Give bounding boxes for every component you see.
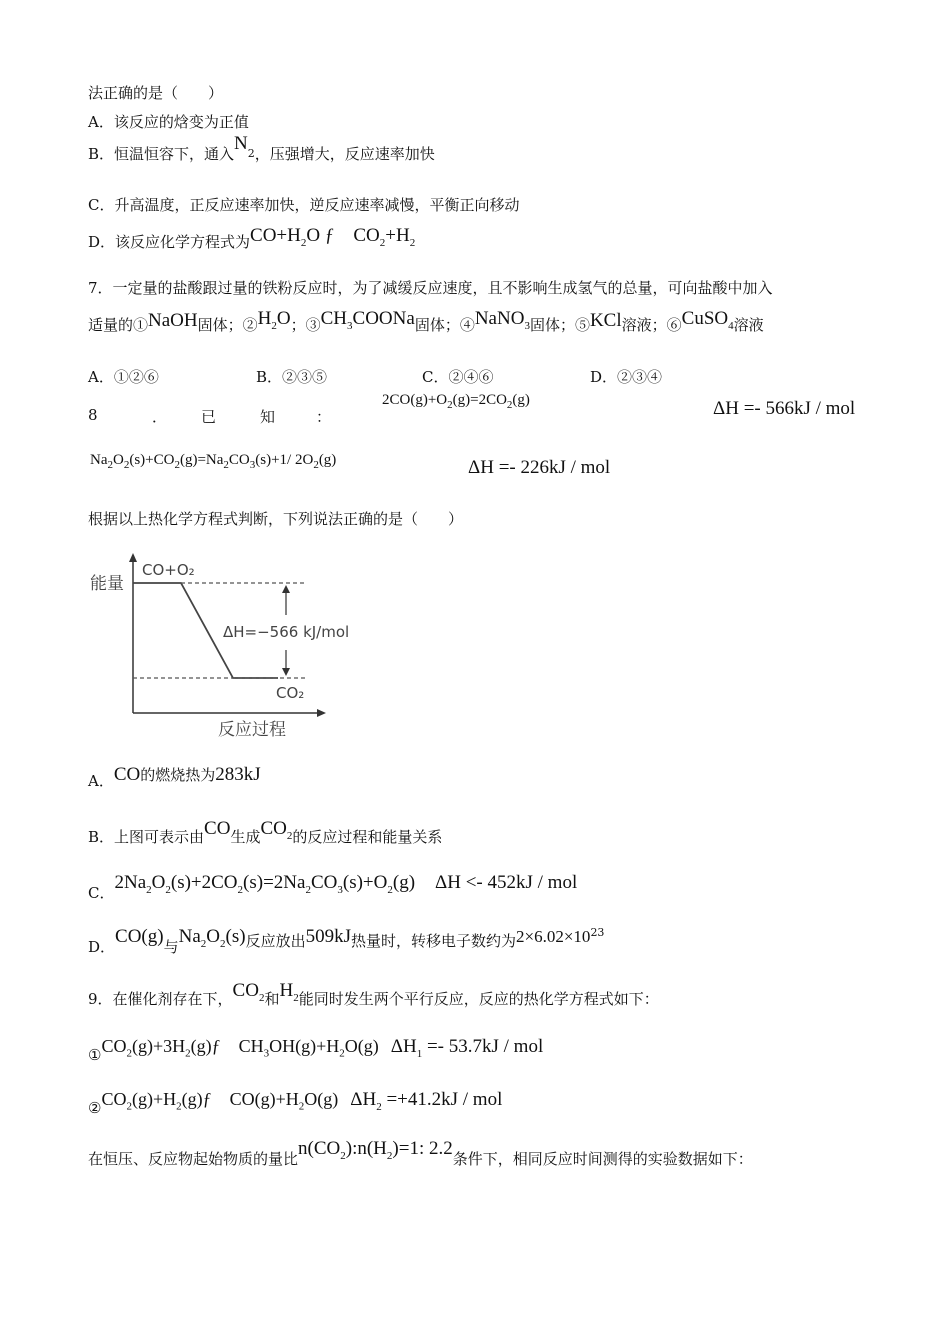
q8-yi: 已 [201, 408, 217, 426]
product-label: CO₂ [276, 684, 305, 702]
q6-option-d: D．该反应化学方程式为$CO+H_2O$ ƒ $CO_2+H_2$ [88, 225, 416, 251]
q7-option-d: D．②③④ [590, 368, 663, 386]
q9-condition-line: 在恒压、反应物起始物质的量比$n(CO_2):n(H_2)=1$: 2.2条件下，相同反应时间测得的实验数据如下： [88, 1138, 753, 1168]
q8-number: 8 [88, 406, 98, 424]
q8-option-d: D．CO(g)与$Na_2O_2(s)$反应放出509kJ热量时，转移电子数约为$2\times 6.02\times 10^{23}$ [88, 926, 605, 956]
y-axis-label: 能量 [90, 574, 124, 594]
q6-option-b: B．恒温恒容下，通入$N_2$，压强增大，反应速率加快 [88, 133, 435, 163]
q8-zhi: 知 [260, 408, 276, 426]
q9-reaction-1: $①CO_2(g)+3H_2(g)ƒ$ $CH_3OH(g)+H_2O(g) \Delta H_1 =- 53.7kJ$ / mol [88, 1036, 544, 1064]
q6-option-c: C．升高温度，正反应速率加快，逆反应速率减慢，平衡正向移动 [88, 196, 520, 214]
q6-stem-tail: 法正确的是（ ） [88, 84, 224, 102]
dh-arrowhead-down [282, 668, 290, 676]
q8-equation-1: $2CO(g)+O_2(g)=2CO_2(g)$ [382, 392, 530, 411]
x-axis-arrow [317, 709, 326, 717]
dh-arrowhead-up [282, 585, 290, 593]
q7-option-b: B．②③⑤ [256, 368, 328, 386]
q8-option-a: A．CO的燃烧热为283kJ [88, 764, 261, 790]
q7-choices-line: 适量的①NaOH固体；$②H_2O$；$③CH_3COONa$固体；④NaNO$_3$固体；⑤KCl溶液；⑥CuSO$_4$溶液 [88, 308, 764, 334]
q9-stem: 9．在催化剂存在下，$CO_2$和$H_2$能同时发生两个平行反应，反应的热化学方程式如下： [88, 980, 659, 1008]
q8-option-b: B．上图可表示由CO生成$CO_2$的反应过程和能量关系 [88, 818, 443, 846]
q8-colon: ： [316, 408, 332, 426]
x-axis-label: 反应过程 [218, 720, 286, 740]
q8-delta-h-2: ΔH =- 226kJ / mol [468, 457, 611, 478]
q9-reaction-2: $②CO_2(g)+H_2(g)ƒ$ $CO(g)+H_2O(g)$ $\Delta H_2 =+41.2kJ$ / mol [88, 1089, 503, 1117]
q7-option-a: A．①②⑥ [88, 368, 159, 386]
q8-option-c: C．$2Na_2O_2(s)+2CO_2(s)=2Na_2CO_3(s)+O_2(g) \Delta H <- 452kJ$ / mol [88, 872, 578, 902]
q7-option-c: C．②④⑥ [422, 368, 494, 386]
q6-option-a: A．该反应的焓变为正值 [88, 113, 249, 131]
q8-stem: 根据以上热化学方程式判断，下列说法正确的是（ ） [88, 510, 464, 528]
q8-dot: ． [152, 408, 168, 426]
reactant-label: CO+O₂ [142, 561, 195, 579]
y-axis-arrow [129, 553, 137, 562]
q8-equation-2: $Na_2O_2(s)+CO_2(g)=Na_2CO_3(s)+1/$ $2O_2(g)$ [90, 452, 337, 471]
q7-stem: 7．一定量的盐酸跟过量的铁粉反应时，为了减缓反应速度，且不影响生成氢气的总量，可向盐酸中加入 [88, 279, 773, 297]
q8-delta-h-1: ΔH =- 566kJ / mol [713, 398, 856, 419]
energy-diagram [88, 553, 388, 743]
delta-h-label: ΔH=−566 kJ/mol [223, 623, 350, 641]
